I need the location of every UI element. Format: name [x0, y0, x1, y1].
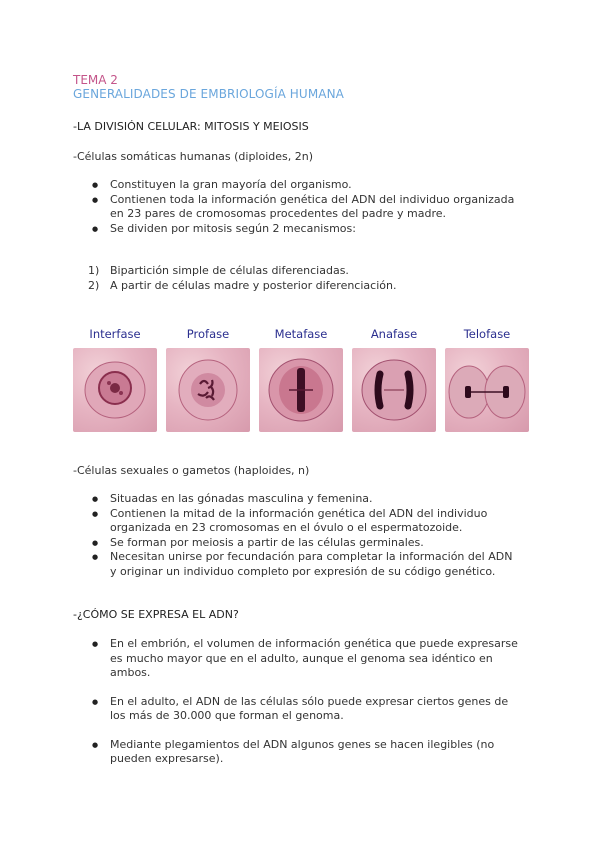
somatic-heading: -Células somáticas humanas (diploides, 2n)	[73, 150, 314, 163]
list-item: ● Necesitan unirse por fecundación para completar la información del ADN y originar un individuo completo por expresión de su código genético.	[92, 550, 520, 579]
list-item: ● Se forman por meiosis a partir de las células germinales.	[92, 536, 520, 551]
gametes-bullet-list	[92, 492, 520, 579]
phase-label-telofase: Telofase	[463, 327, 511, 341]
somatic-bullet-list	[92, 178, 520, 236]
list-item: ● Se dividen por mitosis según 2 mecanismos:	[92, 222, 520, 237]
list-item: ● En el adulto, el ADN de las células sólo puede expresar ciertos genes de los más de 30.000 que forman el genoma.	[92, 695, 520, 724]
list-item: ● Mediante plegamientos del ADN algunos genes se hacen ilegibles (no pueden expresarse).	[92, 738, 520, 767]
list-item: 1) Bipartición simple de células diferenciadas.	[88, 264, 349, 277]
metafase-image	[259, 348, 343, 432]
phase-label-metafase: Metafase	[274, 327, 328, 341]
list-item: ● Situadas en las gónadas masculina y femenina.	[92, 492, 520, 507]
anafase-image	[352, 348, 436, 432]
section-heading-division: -LA DIVISIÓN CELULAR: MITOSIS Y MEIOSIS	[73, 120, 309, 133]
phase-label-anafase: Anafase	[370, 327, 418, 341]
adn-bullet-list	[92, 637, 520, 767]
mitosis-mechanism-list	[88, 264, 520, 293]
list-item: ● Contienen toda la información genética del ADN del individuo organizada en 23 pares de cromosomas procedentes del padre y madre.	[92, 193, 520, 222]
page-title: GENERALIDADES DE EMBRIOLOGÍA HUMANA	[73, 87, 344, 101]
list-item: ● En el embrión, el volumen de información genética que puede expresarse es mucho mayor que en el adulto, aunque el genoma sea idéntico en ambos.	[92, 637, 520, 681]
telofase-image	[445, 348, 529, 432]
interfase-image	[73, 348, 157, 432]
list-item: ● Contienen la mitad de la información genética del ADN del individuo organizada en 23 cromosomas en el óvulo o el espermatozoide.	[92, 507, 520, 536]
phase-label-interfase: Interfase	[89, 327, 141, 341]
profase-image	[166, 348, 250, 432]
list-item: ● Constituyen la gran mayoría del organismo.	[92, 178, 520, 193]
section-heading-adn: -¿CÓMO SE EXPRESA EL ADN?	[73, 608, 239, 621]
list-item: 2) A partir de células madre y posterior diferenciación.	[88, 278, 397, 292]
phase-label-profase: Profase	[186, 327, 230, 341]
tema-label: TEMA 2	[73, 73, 118, 87]
gametes-heading: -Células sexuales o gametos (haploides, n)	[73, 464, 310, 477]
